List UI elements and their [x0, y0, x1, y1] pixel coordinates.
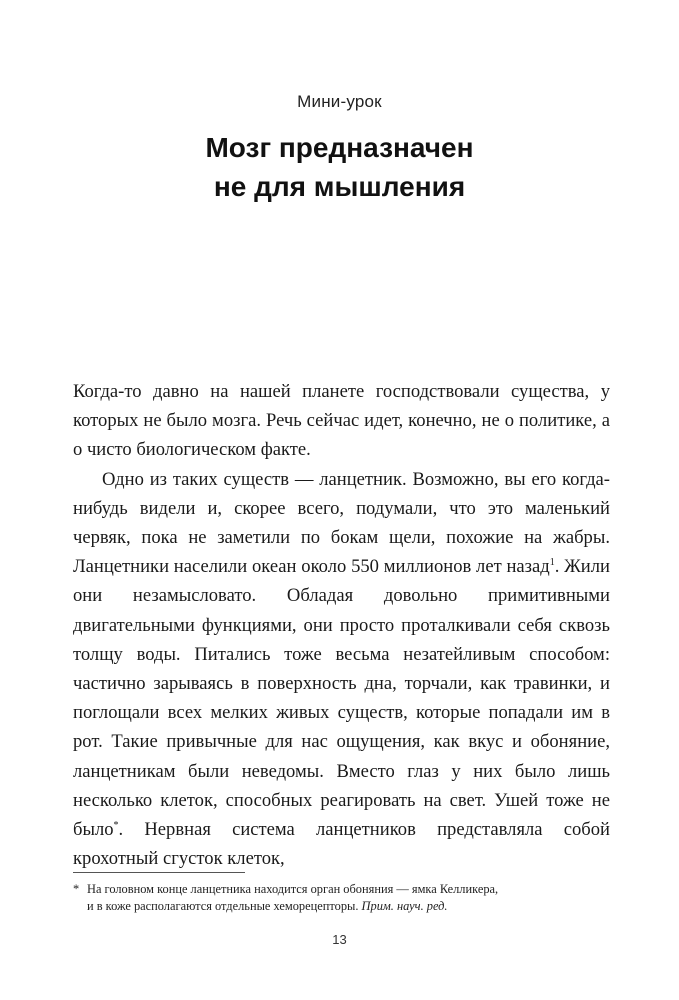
footnote [73, 881, 610, 915]
chapter-title-line-1: Мозг предназначен [205, 132, 474, 163]
footnote-line-2 [73, 898, 610, 915]
footnote-divider [73, 872, 245, 873]
page-number: 13 [332, 932, 347, 947]
footnote-ref-star[interactable]: * [113, 820, 119, 832]
footnote-text-line-1: На головном конце ланцетника находится орган обоняния — ямка Келликера, [87, 882, 499, 896]
section-kicker: Мини-урок [297, 92, 382, 111]
paragraph-2 [73, 465, 610, 874]
body-text [73, 377, 610, 873]
footnote-attribution: Прим. науч. ред. [361, 899, 448, 913]
footnote-text-line-2: и в коже располагаются отдельные хеморецепторы. [87, 899, 362, 913]
paragraph-2-text-c: . Нервная система ланцетников представляла собой крохотный сгусток клеток, [73, 819, 610, 870]
paragraph-1: Когда-то давно на нашей планете господствовали существа, у которых не было мозга. Речь сейчас идет, конечно, не о политике, а о чисто биологическом факте. [73, 381, 610, 461]
paragraph-2-text-a: Одно из таких существ — ланцетник. Возможно, вы его когда-нибудь видели и, скорее всего, подумали, что это маленький червяк, пока не заметили по бокам щели, похожие на жабры. Ланцетники населили океан около 550 миллионов лет назад [73, 468, 610, 578]
footnote-mark: * [73, 882, 80, 896]
chapter-title [0, 128, 679, 206]
paragraph-2-text-b: . Жили они незамысловато. Обладая довольно примитивными двигательными функциями, они просто проталкивали себя сквозь толщу воды. Питались тоже весьма незатейливым способом: частично зарываясь в поверхность дна, торчали, как травинки, и поглощали всех мелких живых существ, которые попадали им в рот. Такие привычные для нас ощущения, как вкус и обоняние, ланцетникам были неведомы. Вместо глаз у них было лишь несколько клеток, способных реагировать на свет. Ушей тоже не было [73, 556, 610, 841]
chapter-title-line-2: не для мышления [213, 171, 466, 202]
endnote-ref-1[interactable]: 1 [549, 557, 555, 569]
